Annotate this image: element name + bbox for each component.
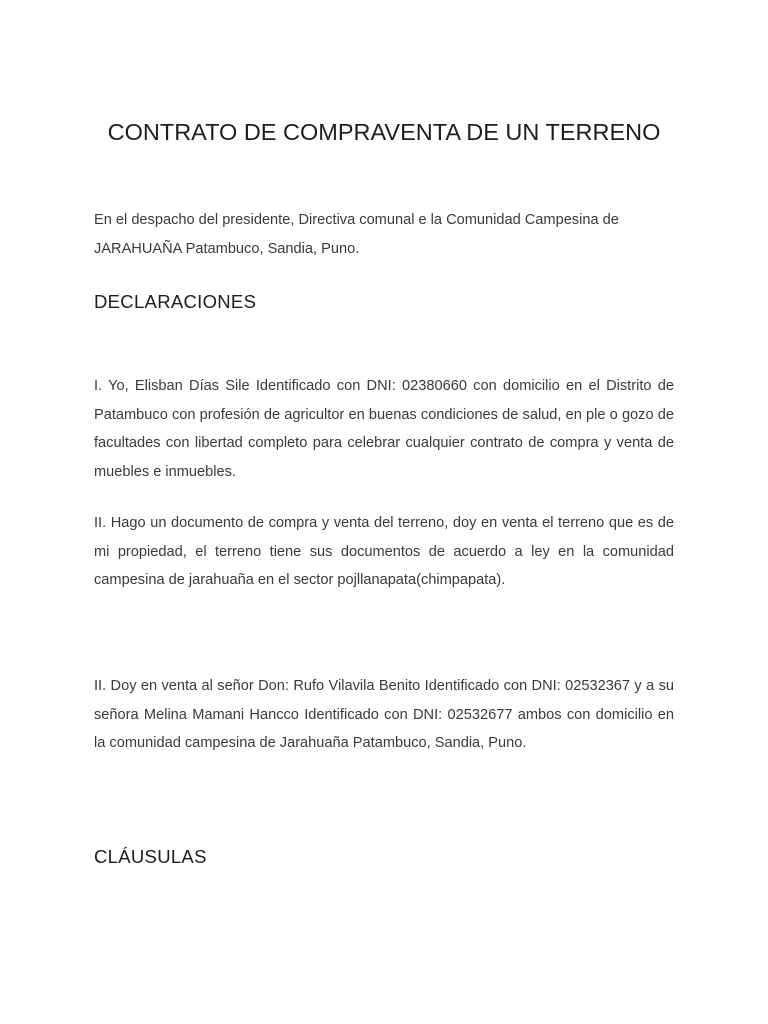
intro-paragraph: En el despacho del presidente, Directiva comunal e la Comunidad Campesina de JARAHUAÑA Patambuco, Sandia, Puno. [94, 212, 619, 257]
clausulas-heading: CLÁUSULAS [94, 846, 207, 867]
declaration-paragraph-2: II. Hago un documento de compra y venta del terreno, doy en venta el terreno que es de mi propiedad, el terreno tiene sus documentos de acuerdo a ley en la comunidad campesina de jarahuaña en el sector pojllanapata(chimpapata). [94, 515, 674, 588]
declaration-paragraph-3: II. Doy en venta al señor Don: Rufo Vilavila Benito Identificado con DNI: 02532367 y a su señora Melina Mamani Hancco Identificado con DNI: 02532677 ambos con domicilio en la comunidad campesina de Jarahuaña Patambuco, Sandia, Puno. [94, 678, 674, 751]
document-title: CONTRATO DE COMPRAVENTA DE UN TERRENO [107, 119, 661, 145]
declaraciones-heading: DECLARACIONES [94, 291, 257, 312]
declaration-paragraph-1: I. Yo, Elisban Días Sile Identificado con DNI: 02380660 con domicilio en el Distrito de Patambuco con profesión de agricultor en buenas condiciones de salud, en ple o gozo de facultades con libertad completo para celebrar cualquier contrato de compra y venta de muebles e inmuebles. [94, 378, 674, 480]
